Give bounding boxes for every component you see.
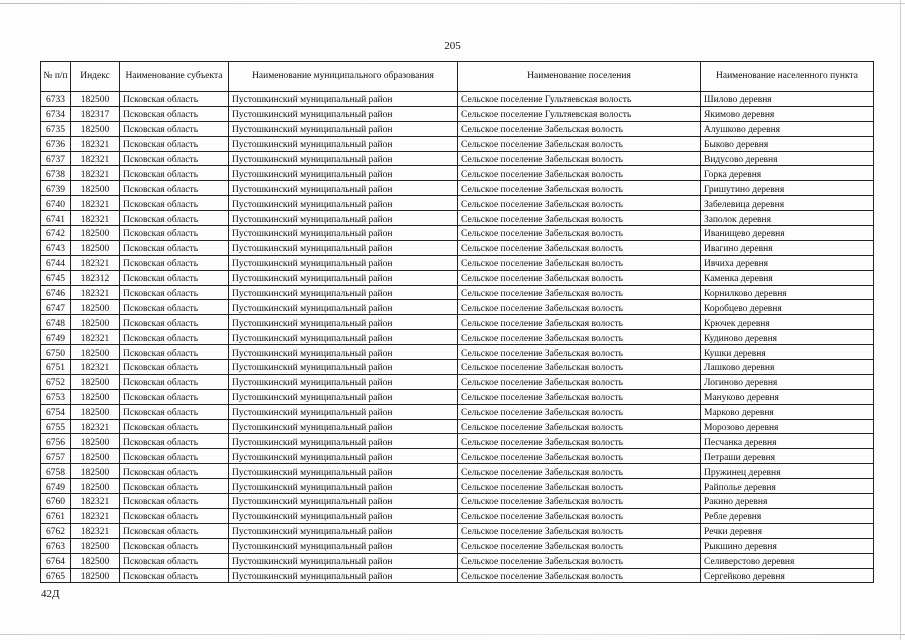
table-row (41, 270, 874, 285)
cell-municipality: Пустошкинский муниципальный район (229, 345, 458, 360)
cell-index: 182500 (71, 374, 120, 389)
cell-settlement: Сельское поселение Забельская волость (458, 285, 701, 300)
cell-num: 6755 (41, 419, 71, 434)
cell-municipality: Пустошкинский муниципальный район (229, 315, 458, 330)
cell-settlement: Сельское поселение Забельская волость (458, 315, 701, 330)
cell-index: 182500 (71, 389, 120, 404)
cell-locality: Якимово деревня (701, 106, 874, 121)
table-row (41, 166, 874, 181)
cell-settlement: Сельское поселение Забельская волость (458, 508, 701, 523)
cell-municipality: Пустошкинский муниципальный район (229, 404, 458, 419)
cell-locality: Логиново деревня (701, 374, 874, 389)
cell-num: 6747 (41, 300, 71, 315)
cell-settlement: Сельское поселение Забельская волость (458, 389, 701, 404)
cell-municipality: Пустошкинский муниципальный район (229, 434, 458, 449)
cell-num: 6756 (41, 434, 71, 449)
cell-locality: Морозово деревня (701, 419, 874, 434)
cell-settlement: Сельское поселение Забельская волость (458, 553, 701, 568)
cell-municipality: Пустошкинский муниципальный район (229, 389, 458, 404)
cell-subject: Псковская область (120, 404, 229, 419)
cell-index: 182317 (71, 106, 120, 121)
cell-municipality: Пустошкинский муниципальный район (229, 285, 458, 300)
cell-settlement: Сельское поселение Забельская волость (458, 270, 701, 285)
cell-num: 6737 (41, 151, 71, 166)
cell-index: 182321 (71, 196, 120, 211)
cell-municipality: Пустошкинский муниципальный район (229, 166, 458, 181)
cell-locality: Райполье деревня (701, 479, 874, 494)
cell-num: 6749 (41, 330, 71, 345)
cell-num: 6754 (41, 404, 71, 419)
cell-subject: Псковская область (120, 419, 229, 434)
cell-subject: Псковская область (120, 181, 229, 196)
cell-index: 182500 (71, 434, 120, 449)
cell-locality: Сергейково деревня (701, 568, 874, 583)
header-row (41, 62, 874, 92)
cell-subject: Псковская область (120, 136, 229, 151)
cell-num: 6758 (41, 464, 71, 479)
cell-settlement: Сельское поселение Забельская волость (458, 449, 701, 464)
cell-num: 6744 (41, 255, 71, 270)
table-row (41, 255, 874, 270)
cell-subject: Псковская область (120, 538, 229, 553)
table-row (41, 240, 874, 255)
cell-index: 182321 (71, 136, 120, 151)
table-row (41, 226, 874, 241)
cell-settlement: Сельское поселение Забельская волость (458, 360, 701, 375)
cell-num: 6749 (41, 479, 71, 494)
cell-locality: Забелевица деревня (701, 196, 874, 211)
cell-municipality: Пустошкинский муниципальный район (229, 300, 458, 315)
cell-municipality: Пустошкинский муниципальный район (229, 464, 458, 479)
cell-num: 6739 (41, 181, 71, 196)
table-row (41, 553, 874, 568)
table-row (41, 523, 874, 538)
cell-municipality: Пустошкинский муниципальный район (229, 449, 458, 464)
cell-index: 182500 (71, 226, 120, 241)
cell-locality: Рыкшино деревня (701, 538, 874, 553)
cell-locality: Лашково деревня (701, 360, 874, 375)
cell-num: 6753 (41, 389, 71, 404)
cell-municipality: Пустошкинский муниципальный район (229, 211, 458, 226)
cell-locality: Ребле деревня (701, 508, 874, 523)
cell-municipality: Пустошкинский муниципальный район (229, 568, 458, 583)
table-row (41, 404, 874, 419)
cell-locality: Крючек деревня (701, 315, 874, 330)
cell-index: 182500 (71, 538, 120, 553)
cell-subject: Псковская область (120, 270, 229, 285)
cell-num: 6764 (41, 553, 71, 568)
cell-num: 6746 (41, 285, 71, 300)
table-row (41, 181, 874, 196)
cell-index: 182321 (71, 508, 120, 523)
cell-locality: Кушки деревня (701, 345, 874, 360)
cell-locality: Корнилково деревня (701, 285, 874, 300)
cell-num: 6757 (41, 449, 71, 464)
cell-num: 6765 (41, 568, 71, 583)
cell-locality: Петраши деревня (701, 449, 874, 464)
table-row (41, 315, 874, 330)
cell-subject: Псковская область (120, 211, 229, 226)
cell-num: 6748 (41, 315, 71, 330)
cell-index: 182312 (71, 270, 120, 285)
cell-locality: Марково деревня (701, 404, 874, 419)
cell-municipality: Пустошкинский муниципальный район (229, 508, 458, 523)
cell-settlement: Сельское поселение Забельская волость (458, 300, 701, 315)
cell-municipality: Пустошкинский муниципальный район (229, 92, 458, 107)
cell-settlement: Сельское поселение Забельская волость (458, 121, 701, 136)
cell-municipality: Пустошкинский муниципальный район (229, 523, 458, 538)
header-locality: Наименование населенного пункта (701, 62, 874, 92)
cell-num: 6740 (41, 196, 71, 211)
header-index: Индекс (71, 62, 120, 92)
cell-locality: Ракино деревня (701, 494, 874, 509)
cell-settlement: Сельское поселение Забельская волость (458, 538, 701, 553)
cell-municipality: Пустошкинский муниципальный район (229, 181, 458, 196)
cell-settlement: Сельское поселение Забельская волость (458, 568, 701, 583)
table-row (41, 374, 874, 389)
table-row (41, 196, 874, 211)
localities-table (40, 61, 874, 583)
cell-num: 6742 (41, 226, 71, 241)
cell-subject: Псковская область (120, 479, 229, 494)
table-body (41, 92, 874, 583)
cell-num: 6751 (41, 360, 71, 375)
cell-subject: Псковская область (120, 106, 229, 121)
cell-index: 182500 (71, 315, 120, 330)
cell-municipality: Пустошкинский муниципальный район (229, 136, 458, 151)
cell-locality: Горка деревня (701, 166, 874, 181)
header-subject: Наименование субъекта (120, 62, 229, 92)
cell-locality: Мануково деревня (701, 389, 874, 404)
cell-index: 182321 (71, 285, 120, 300)
table-row (41, 568, 874, 583)
cell-subject: Псковская область (120, 121, 229, 136)
cell-index: 182500 (71, 345, 120, 360)
cell-num: 6761 (41, 508, 71, 523)
table-row (41, 345, 874, 360)
cell-subject: Псковская область (120, 196, 229, 211)
cell-subject: Псковская область (120, 374, 229, 389)
cell-locality: Коробцево деревня (701, 300, 874, 315)
cell-locality: Селиверстово деревня (701, 553, 874, 568)
cell-locality: Песчанка деревня (701, 434, 874, 449)
cell-index: 182500 (71, 404, 120, 419)
cell-settlement: Сельское поселение Забельская волость (458, 166, 701, 181)
cell-municipality: Пустошкинский муниципальный район (229, 121, 458, 136)
cell-index: 182321 (71, 360, 120, 375)
table-row (41, 434, 874, 449)
cell-settlement: Сельское поселение Забельская волость (458, 374, 701, 389)
cell-subject: Псковская область (120, 553, 229, 568)
table-row (41, 449, 874, 464)
cell-locality: Ивчиха деревня (701, 255, 874, 270)
cell-index: 182321 (71, 494, 120, 509)
table-row (41, 464, 874, 479)
header-settlement: Наименование поселения (458, 62, 701, 92)
cell-settlement: Сельское поселение Забельская волость (458, 345, 701, 360)
cell-num: 6763 (41, 538, 71, 553)
cell-municipality: Пустошкинский муниципальный район (229, 419, 458, 434)
cell-subject: Псковская область (120, 360, 229, 375)
cell-settlement: Сельское поселение Гультяевская волость (458, 92, 701, 107)
cell-subject: Псковская область (120, 389, 229, 404)
cell-locality: Гришутино деревня (701, 181, 874, 196)
cell-settlement: Сельское поселение Забельская волость (458, 330, 701, 345)
cell-settlement: Сельское поселение Забельская волость (458, 494, 701, 509)
cell-subject: Псковская область (120, 449, 229, 464)
cell-settlement: Сельское поселение Забельская волость (458, 136, 701, 151)
cell-subject: Псковская область (120, 166, 229, 181)
cell-index: 182321 (71, 151, 120, 166)
table-row (41, 389, 874, 404)
cell-num: 6738 (41, 166, 71, 181)
cell-locality: Заполок деревня (701, 211, 874, 226)
scan-edge-top (0, 3, 905, 4)
cell-settlement: Сельское поселение Забельская волость (458, 181, 701, 196)
page-number: 205 (444, 40, 461, 52)
cell-index: 182500 (71, 553, 120, 568)
cell-settlement: Сельское поселение Забельская волость (458, 523, 701, 538)
table-row (41, 419, 874, 434)
cell-index: 182500 (71, 449, 120, 464)
cell-subject: Псковская область (120, 464, 229, 479)
cell-subject: Псковская область (120, 345, 229, 360)
table-row (41, 136, 874, 151)
table-row (41, 285, 874, 300)
cell-settlement: Сельское поселение Забельская волость (458, 240, 701, 255)
table-row (41, 330, 874, 345)
cell-subject: Псковская область (120, 494, 229, 509)
cell-num: 6734 (41, 106, 71, 121)
cell-index: 182500 (71, 92, 120, 107)
scan-edge-bottom (0, 634, 905, 635)
cell-num: 6745 (41, 270, 71, 285)
cell-settlement: Сельское поселение Забельская волость (458, 196, 701, 211)
cell-locality: Кудиново деревня (701, 330, 874, 345)
table-row (41, 106, 874, 121)
cell-num: 6736 (41, 136, 71, 151)
cell-settlement: Сельское поселение Забельская волость (458, 151, 701, 166)
cell-municipality: Пустошкинский муниципальный район (229, 255, 458, 270)
cell-num: 6741 (41, 211, 71, 226)
cell-index: 182321 (71, 419, 120, 434)
cell-index: 182321 (71, 211, 120, 226)
cell-subject: Псковская область (120, 434, 229, 449)
cell-index: 182321 (71, 255, 120, 270)
cell-locality: Пружинец деревня (701, 464, 874, 479)
header-num: № п/п (41, 62, 71, 92)
cell-municipality: Пустошкинский муниципальный район (229, 151, 458, 166)
cell-subject: Псковская область (120, 568, 229, 583)
table-row (41, 360, 874, 375)
footer-code: 42Д (41, 588, 60, 600)
cell-index: 182500 (71, 240, 120, 255)
cell-subject: Псковская область (120, 151, 229, 166)
cell-locality: Ивагино деревня (701, 240, 874, 255)
cell-index: 182500 (71, 464, 120, 479)
cell-index: 182500 (71, 181, 120, 196)
cell-index: 182500 (71, 568, 120, 583)
table-header (41, 62, 874, 92)
cell-locality: Быково деревня (701, 136, 874, 151)
cell-settlement: Сельское поселение Забельская волость (458, 404, 701, 419)
cell-settlement: Сельское поселение Забельская волость (458, 434, 701, 449)
cell-municipality: Пустошкинский муниципальный район (229, 374, 458, 389)
cell-municipality: Пустошкинский муниципальный район (229, 494, 458, 509)
cell-subject: Псковская область (120, 315, 229, 330)
cell-settlement: Сельское поселение Забельская волость (458, 211, 701, 226)
cell-index: 182321 (71, 523, 120, 538)
cell-settlement: Сельское поселение Забельская волость (458, 226, 701, 241)
cell-locality: Алушково деревня (701, 121, 874, 136)
cell-index: 182500 (71, 300, 120, 315)
table-row (41, 151, 874, 166)
table-row (41, 479, 874, 494)
table-row (41, 300, 874, 315)
cell-municipality: Пустошкинский муниципальный район (229, 240, 458, 255)
cell-municipality: Пустошкинский муниципальный район (229, 360, 458, 375)
cell-num: 6752 (41, 374, 71, 389)
cell-subject: Псковская область (120, 226, 229, 241)
cell-settlement: Сельское поселение Забельская волость (458, 255, 701, 270)
cell-locality: Иванищево деревня (701, 226, 874, 241)
cell-index: 182500 (71, 479, 120, 494)
cell-municipality: Пустошкинский муниципальный район (229, 553, 458, 568)
cell-subject: Псковская область (120, 255, 229, 270)
cell-num: 6762 (41, 523, 71, 538)
cell-municipality: Пустошкинский муниципальный район (229, 330, 458, 345)
header-municipality: Наименование муниципального образования (229, 62, 458, 92)
cell-municipality: Пустошкинский муниципальный район (229, 538, 458, 553)
cell-subject: Псковская область (120, 508, 229, 523)
table-row (41, 211, 874, 226)
cell-subject: Псковская область (120, 523, 229, 538)
table-row (41, 92, 874, 107)
cell-municipality: Пустошкинский муниципальный район (229, 106, 458, 121)
cell-locality: Каменка деревня (701, 270, 874, 285)
cell-subject: Псковская область (120, 92, 229, 107)
cell-municipality: Пустошкинский муниципальный район (229, 270, 458, 285)
cell-subject: Псковская область (120, 240, 229, 255)
cell-settlement: Сельское поселение Гультяевская волость (458, 106, 701, 121)
scan-edge-right (900, 0, 901, 640)
cell-locality: Видусово деревня (701, 151, 874, 166)
table-row (41, 538, 874, 553)
cell-index: 182321 (71, 330, 120, 345)
cell-num: 6760 (41, 494, 71, 509)
cell-settlement: Сельское поселение Забельская волость (458, 479, 701, 494)
cell-municipality: Пустошкинский муниципальный район (229, 226, 458, 241)
cell-municipality: Пустошкинский муниципальный район (229, 196, 458, 211)
cell-num: 6733 (41, 92, 71, 107)
cell-subject: Псковская область (120, 285, 229, 300)
table-row (41, 494, 874, 509)
cell-settlement: Сельское поселение Забельская волость (458, 464, 701, 479)
cell-locality: Шилово деревня (701, 92, 874, 107)
cell-num: 6735 (41, 121, 71, 136)
cell-settlement: Сельское поселение Забельская волость (458, 419, 701, 434)
table-row (41, 121, 874, 136)
cell-municipality: Пустошкинский муниципальный район (229, 479, 458, 494)
cell-index: 182321 (71, 166, 120, 181)
cell-num: 6750 (41, 345, 71, 360)
cell-subject: Псковская область (120, 330, 229, 345)
cell-subject: Псковская область (120, 300, 229, 315)
cell-index: 182500 (71, 121, 120, 136)
table-row (41, 508, 874, 523)
cell-locality: Речки деревня (701, 523, 874, 538)
cell-num: 6743 (41, 240, 71, 255)
